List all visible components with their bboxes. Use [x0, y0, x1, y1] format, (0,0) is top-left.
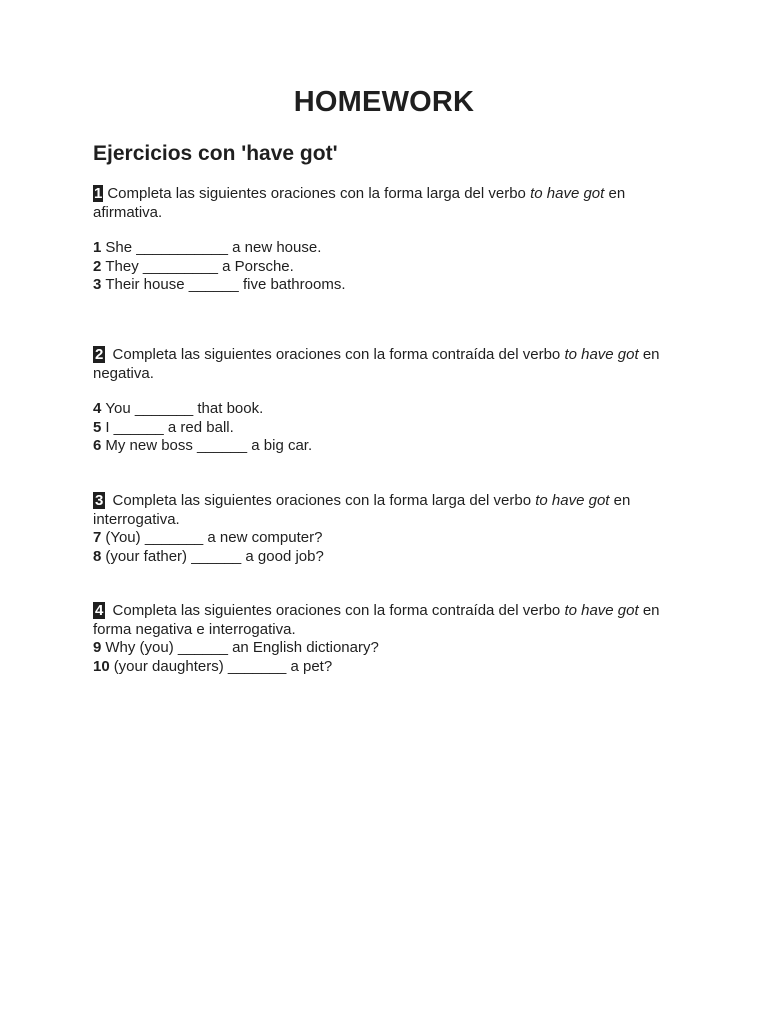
exercise-item — [93, 239, 673, 258]
instruction-text-end: en forma negativa e interrogativa. — [93, 602, 660, 638]
item-number: 4 — [93, 400, 102, 417]
exercise-item — [93, 258, 673, 277]
item-text: Why (you) ______ an English dictionary? — [105, 639, 379, 656]
page-title: HOMEWORK — [293, 86, 475, 118]
exercise-2 — [93, 346, 673, 456]
instruction-text-end: en afirmativa. — [93, 185, 626, 221]
exercise-item — [93, 437, 673, 456]
exercise-item — [93, 529, 673, 548]
item-number: 2 — [93, 257, 102, 275]
exercise-3 — [93, 492, 673, 566]
item-text: You _______ that book. — [105, 400, 264, 417]
item-text: (your daughters) _______ a pet? — [113, 657, 333, 675]
exercise-2-instruction — [93, 346, 673, 383]
item-text: I ______ a red ball. — [105, 418, 234, 436]
verb-phrase: to have got — [564, 602, 639, 619]
exercise-number-badge: 2 — [95, 346, 104, 363]
exercise-1 — [93, 185, 673, 295]
instruction-text: Completa las siguientes oraciones con la forma contraída del verbo — [112, 602, 561, 619]
exercise-4-items — [93, 639, 673, 676]
instruction-text-end: en interrogativa. — [93, 492, 631, 528]
exercise-4-instruction — [93, 602, 673, 639]
verb-phrase: to have got — [530, 185, 605, 202]
exercise-number-badge: 1 — [94, 185, 103, 202]
instruction-text: Completa las siguientes oraciones con la forma contraída del verbo — [112, 346, 561, 363]
exercise-number-badge: 4 — [95, 602, 104, 619]
exercise-item — [93, 419, 673, 438]
item-text: Their house ______ five bathrooms. — [105, 276, 346, 293]
exercise-item — [93, 658, 673, 677]
exercise-2-items — [93, 400, 673, 456]
instruction-text: Completa las siguientes oraciones con la forma larga del verbo — [107, 185, 526, 202]
exercise-1-instruction — [93, 185, 673, 222]
instruction-text: Completa las siguientes oraciones con la forma larga del verbo — [112, 492, 532, 509]
item-number: 7 — [93, 529, 102, 546]
verb-phrase: to have got — [564, 346, 639, 363]
item-text: She ___________ a new house. — [105, 239, 322, 256]
item-number: 1 — [93, 239, 102, 256]
exercise-item — [93, 639, 673, 658]
item-text: They _________ a Porsche. — [105, 257, 294, 275]
item-text: (your father) ______ a good job? — [105, 547, 324, 565]
exercise-3-instruction — [93, 492, 673, 529]
exercise-item — [93, 400, 673, 419]
instruction-text-end: en negativa. — [93, 346, 660, 382]
item-number: 5 — [93, 418, 102, 436]
verb-phrase: to have got — [535, 492, 610, 509]
item-number: 10 — [93, 657, 110, 675]
exercise-3-items — [93, 529, 673, 566]
item-number: 9 — [93, 639, 102, 656]
exercise-1-items — [93, 239, 673, 295]
item-number: 6 — [93, 437, 102, 454]
exercise-number-badge: 3 — [95, 492, 104, 509]
exercise-item — [93, 548, 673, 567]
exercise-item — [93, 276, 673, 295]
item-number: 8 — [93, 547, 102, 565]
item-text: My new boss ______ a big car. — [105, 437, 313, 454]
item-number: 3 — [93, 276, 102, 293]
item-text: (You) _______ a new computer? — [105, 529, 323, 546]
subtitle: Ejercicios con 'have got' — [93, 142, 338, 165]
exercise-4 — [93, 602, 673, 676]
